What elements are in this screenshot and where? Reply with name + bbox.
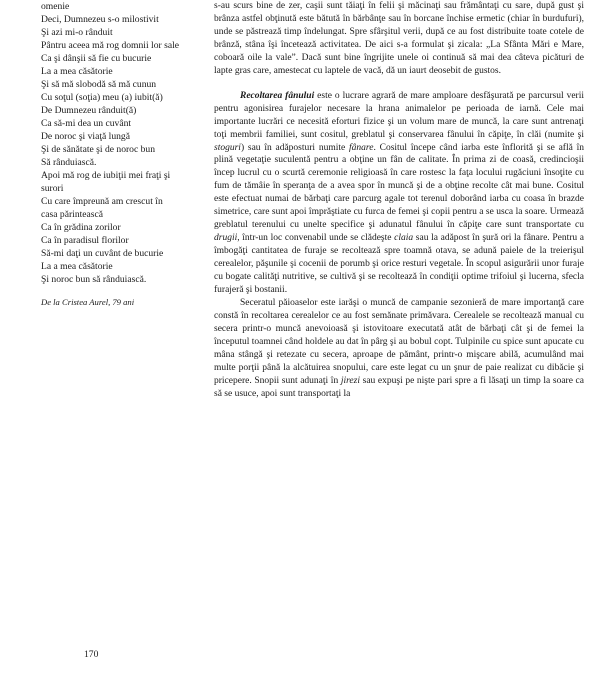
paragraph-text: Seceratul păioaselor este iarăşi o muncă de campanie sezonieră de mare importanţă care constă în recoltarea cerealelor ce au fost semănate primăvara. Cerealele se recoltează manual cu secera printr-o muncă anevoioasă şi istovitoare executată atât de bărbaţi cât şi de femei la începutul toamnei când holdele au dat în pârg şi au bobul copt. Tulpinile cu spice sunt apucate cu mâna stângă şi retezate cu secera, aproape de pământ, printr-o mişcare abilă, acumulând mai multe porţii până la alcătuirea snopului, care este legat cu un şnur de paie realizat cu dibăcie şi pricepere. Snopii sunt adunaţi în [214, 297, 584, 386]
italic-term: fânare [349, 142, 374, 153]
poem-attribution: De la Cristea Aurel, 79 ani [41, 297, 135, 307]
italic-term: claia [394, 233, 414, 244]
poem-line: Deci, Dumnezeu s-o milostivit [41, 14, 159, 25]
poem-line: La a mea căsătorie [41, 261, 113, 272]
poem-line: Cu soţul (soţia) meu (a) iubit(ă) [41, 92, 163, 103]
page-number: 170 [84, 649, 99, 660]
hay-paragraph [214, 90, 584, 297]
poem-line: Ca să-mi dea un cuvânt [41, 118, 132, 129]
poem-line: Şi azi mi-o rânduit [41, 27, 113, 38]
poem-line: Pântru aceea mă rog domnii lor sale [41, 40, 179, 51]
main-text-column [214, 0, 584, 401]
poem-line: La a mea căsătorie [41, 66, 113, 77]
poem-line: De Dumnezeu rânduit(ă) [41, 105, 137, 116]
poem-line: Ca în paradisul florilor [41, 235, 129, 246]
paragraph-text: . Cositul începe când iarba este înflorită şi se află în plină vegetaţie suculentă pentru a obţine un fân de calitate. În prima zi de coasă, credincioşii încep lucrul cu o scurtă ceremonie religioasă în care rostesc la faţa locului rugăciuni însoţite cu fum de tămâie în speranţa de a avea spor în muncă şi de a obţine recolte cât mai bune. Cositul este efectuat numai de bărbaţi care parcurg agale tot terenul doborând iarba cu coasa în brazde simetrice, care sunt apoi împrăştiate cu furca de femei şi copii pentru a se usca la soare. Urmează greblatul terenului cu unelte specifice şi adunatul fânului în căpiţe care sunt transportate cu [214, 142, 584, 231]
italic-term: stoguri [214, 142, 241, 153]
paragraph-text: sau la adăpost în şură ori la fânare. Pentru a îmbogăţi cantitatea de furaje se recoltează spre toamnă otava, se adună paiele de la treierişul cerealelor, păşunile şi cocenii de porumb şi orice resturi vegetale. În scopul asigurării unor furaje cu bogate calităţi nutritive, se cultivă şi se recoltează în condiţii optime trifoiul şi lucerna, sfecla furajeră şi bostanii. [214, 233, 584, 296]
spacer [214, 78, 584, 90]
paragraph-text: ) sau în adăposturi numite [240, 142, 349, 153]
poem-line: Cu care împreună am crescut în casa părintească [41, 196, 163, 220]
poem-line: Să-mi daţi un cuvânt de bucurie [41, 248, 164, 259]
italic-term: drugii [214, 233, 238, 244]
poem-line: Şi de sănătate şi de noroc bun [41, 144, 156, 155]
poem-line: Şi noroc bun să rânduiască. [41, 274, 147, 285]
poem-line: Ca în grădina zorilor [41, 222, 121, 233]
grain-paragraph [214, 297, 584, 401]
poem-line: De noroc şi viaţă lungă [41, 131, 130, 142]
poem-line: Să rânduiască. [41, 157, 97, 168]
poem-line: Apoi mă rog de iubiţii mei fraţi şi surori [41, 170, 171, 194]
paragraph-text: sau expuşi pe nişte pari spre a fi lăsaţi un timp la soare ca să se usuce, apoi sunt transportaţi la [214, 375, 584, 399]
poem-line: Şi să mă slobodă să mă cunun [41, 79, 157, 90]
poem-line: Ca şi dânşii să fie cu bucurie [41, 53, 152, 64]
cheese-paragraph: s-au scurs bine de zer, caşii sunt tăiaţi în felii şi măcinaţi sau frământaţi cu sare, după gust şi brânza astfel obţinută este bătută în bărbânţe sau în borcane închise ermetic (chiar în burdufuri), unde se păstrează timp îndelungat. Spre sfârşitul verii, după ce au fost distribuite toate cotele de brânză, stâna îşi încetează activitatea. De aici s-a formulat şi zicala: „La Sfânta Mări e Mare, coboară oile la vale”. Dacă sunt bine îngrijite unele oi continuă să mai dea câteva picături de lapte gras care, amestecat cu laptele de vacă, dă un iaurt deosebit de gustos. [214, 1, 584, 76]
spacer [41, 286, 181, 296]
paragraph-text: este o lucrare agrară de mare amploare desfăşurată pe parcursul verii pentru agonisirea furajelor necesare la hrana animalelor pe perioada de iarnă. Cele mai importante lucrări ce necesită eforturi fizice şi un volum mare de muncă, la care sunt antrenaţi toţi membrii familiei, sunt cositul, greblatul şi conservarea fânului în căpiţe, în clăi (numite şi [214, 90, 584, 140]
poem-column [41, 0, 181, 309]
italic-term: jirezi [340, 375, 360, 386]
section-heading: Recoltarea fânului [240, 90, 315, 101]
paragraph-text: , într-un loc convenabil unde se clădeşte [237, 233, 395, 244]
poem-line: omenie [41, 1, 70, 12]
